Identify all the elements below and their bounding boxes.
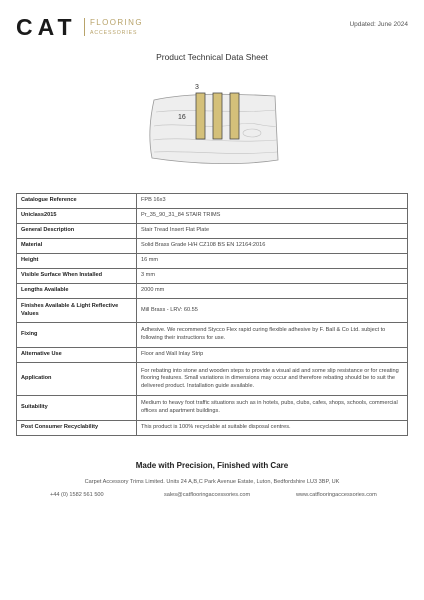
spec-value: Medium to heavy foot traffic situations such as in hotels, pubs, clubs, cafes, shops, schools, commercial offices and apartment buildings. [137,396,408,421]
spec-value: Adhesive. We recommend Stycco Flex rapid curing flexible adhesive by F. Ball & Co Ltd. subject to following their instructions for use. [137,323,408,348]
table-row [17,194,408,209]
table-row [17,348,408,363]
spec-label: Height [17,254,137,269]
spec-label: Visible Surface When Installed [17,269,137,284]
spec-label: Lengths Available [17,284,137,299]
table-row [17,224,408,239]
spec-value: Solid Brass Grade H/H CZ108 BS EN 12164:2016 [137,239,408,254]
spec-value: FPB 16x3 [137,194,408,209]
table-row [17,299,408,323]
spec-label: Uniclass2015 [17,209,137,224]
logo-subtitle [90,19,143,37]
logo-divider [84,18,85,36]
spec-value: 2000 mm [137,284,408,299]
brass-strip-2 [213,93,222,139]
website-link[interactable]: www.catflooringaccessories.com [296,492,377,498]
spec-value: This product is 100% recyclable at suitable disposal centres. [137,421,408,436]
logo-line-flooring: FLOORING [90,18,143,27]
footer-tagline: Made with Precision, Finished with Care [135,461,289,470]
width-dimension-label: 3 [195,84,199,91]
spec-label: Suitability [17,396,137,421]
height-dimension-label: 16 [178,114,186,121]
spec-label: Alternative Use [17,348,137,363]
spec-table [16,193,408,436]
page-header [16,15,408,41]
email-link[interactable]: sales@catflooringaccessories.com [164,492,251,498]
table-row [17,254,408,269]
spec-value: Stair Tread Insert Flat Plate [137,224,408,239]
table-row [17,396,408,421]
table-row [17,239,408,254]
table-row [17,284,408,299]
updated-date: Updated: June 2024 [349,21,408,28]
spec-value: Pr_35_90_31_84 STAIR TRIMS [137,209,408,224]
phone-number: +44 (0) 1582 561 500 [50,492,104,498]
document-title: Product Technical Data Sheet [156,52,268,62]
spec-label: Post Consumer Recyclability [17,421,137,436]
spec-label: Finishes Available & Light Reflective Values [17,299,137,323]
table-row [17,421,408,436]
spec-label: Catalogue Reference [17,194,137,209]
spec-label: Application [17,363,137,396]
spec-value: Floor and Wall Inlay Strip [137,348,408,363]
wood-tread-illustration [140,78,290,178]
logo-line-accessories: ACCESSORIES [90,30,138,36]
spec-label: Material [17,239,137,254]
spec-label: General Description [17,224,137,239]
brass-strip-1 [196,93,205,139]
logo-wordmark: CAT [16,14,77,40]
spec-value: 3 mm [137,269,408,284]
table-row [17,209,408,224]
spec-value: Mill Brass - LRV: 60.55 [137,299,408,323]
brass-strip-3 [230,93,239,139]
table-row [17,363,408,396]
table-row [17,323,408,348]
company-address: Carpet Accessory Trims Limited. Units 24 A,B,C Park Avenue Estate, Luton, Bedfordshire LU3 3BP, UK [84,479,340,485]
product-diagram [140,78,290,178]
table-row [17,269,408,284]
spec-value: For rebating into stone and wooden steps to provide a visual aid and some slip resistance or for creating flooring features. Small variations in dimensions may occur and therefore rebating should be to suit the delivered product. Installation guide available. [137,363,408,396]
spec-value: 16 mm [137,254,408,269]
spec-label: Fixing [17,323,137,348]
